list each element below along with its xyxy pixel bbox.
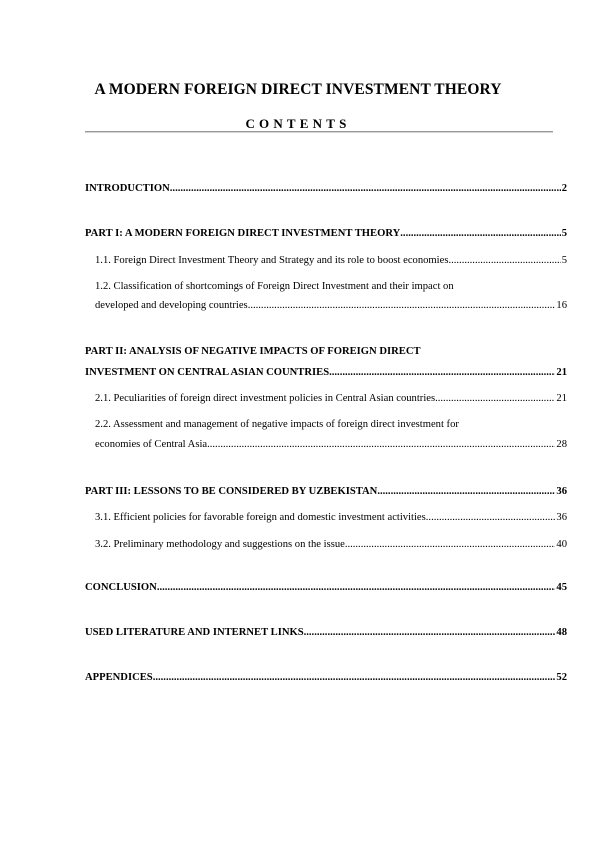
toc-entry-label: PART I: A MODERN FOREIGN DIRECT INVESTMENT THEORY [85, 228, 401, 239]
toc-entry-section-1-2-line-1[interactable]: 1.2. Classification of shortcomings of Foreign Direct Investment and their impact on [95, 281, 454, 292]
toc-entry-label: 1.1. Foreign Direct Investment Theory and Strategy and its role to boost economies [95, 255, 449, 266]
toc-entry-part-2-line-1[interactable]: PART II: ANALYSIS OF NEGATIVE IMPACTS OF FOREIGN DIRECT [85, 346, 421, 357]
toc-entry-label: economies of Central Asia [95, 439, 208, 450]
toc-page-number: 16 [556, 300, 567, 311]
toc-entry-label: 2.1. Peculiarities of foreign direct investment policies in Central Asian countries [95, 393, 436, 404]
toc-leader-dots [153, 671, 556, 685]
document-title: A MODERN FOREIGN DIRECT INVESTMENT THEORY [94, 81, 502, 98]
toc-leader-dots [448, 254, 560, 268]
toc-entry-section-3-1[interactable] [95, 511, 567, 525]
toc-page-number: 52 [556, 672, 567, 683]
toc-page-number: 5 [561, 255, 567, 266]
toc-leader-dots [248, 299, 556, 313]
toc-page-number: 45 [556, 582, 567, 593]
toc-page-number: 28 [556, 439, 567, 450]
toc-entry-label: USED LITERATURE AND INTERNET LINKS [85, 627, 304, 638]
toc-leader-dots [170, 182, 561, 196]
toc-entry-label: 3.1. Efficient policies for favorable foreign and domestic investment activities [95, 512, 426, 523]
toc-page-number: 21 [556, 367, 567, 378]
toc-entry-section-1-1[interactable] [95, 254, 567, 268]
toc-entry-label: APPENDICES [85, 672, 153, 683]
toc-entry-appendices[interactable] [85, 671, 567, 685]
toc-entry-label: 3.2. Preliminary methodology and suggestions on the issue [95, 539, 345, 550]
toc-leader-dots [207, 438, 555, 452]
toc-entry-part-2[interactable] [85, 366, 567, 380]
toc-leader-dots [377, 485, 555, 499]
toc-entry-label: INTRODUCTION [85, 183, 170, 194]
toc-entry-introduction[interactable] [85, 182, 567, 196]
toc-entry-section-2-1[interactable] [95, 392, 567, 406]
toc-entry-part-3[interactable] [85, 485, 567, 499]
toc-entry-section-2-2[interactable] [95, 438, 567, 452]
toc-entry-part-1[interactable] [85, 227, 567, 241]
toc-entry-section-2-2-line-1[interactable]: 2.2. Assessment and management of negative impacts of foreign direct investment for [95, 419, 459, 430]
toc-page-number: 48 [556, 627, 567, 638]
toc-page-number: 5 [561, 228, 567, 239]
toc-entry-label: PART III: LESSONS TO BE CONSIDERED BY UZBEKISTAN [85, 486, 378, 497]
toc-leader-dots [329, 366, 555, 380]
toc-page-number: 36 [556, 512, 567, 523]
toc-leader-dots [426, 511, 556, 525]
toc-entry-literature[interactable] [85, 626, 567, 640]
toc-entry-section-1-2[interactable] [95, 299, 567, 313]
toc-page-number: 36 [556, 486, 567, 497]
toc-entry-label: CONCLUSION [85, 582, 157, 593]
toc-entry-label: developed and developing countries [95, 300, 248, 311]
toc-leader-dots [345, 538, 556, 552]
toc-page-number: 2 [561, 183, 567, 194]
toc-entry-conclusion[interactable] [85, 581, 567, 595]
toc-leader-dots [157, 581, 556, 595]
toc-leader-dots [304, 626, 556, 640]
toc-leader-dots [435, 392, 555, 406]
contents-heading: CONTENTS [245, 116, 351, 131]
toc-entry-section-3-2[interactable] [95, 538, 567, 552]
toc-page-number: 40 [556, 539, 567, 550]
toc-page-number: 21 [556, 393, 567, 404]
toc-leader-dots [400, 227, 560, 241]
toc-entry-label: INVESTMENT ON CENTRAL ASIAN COUNTRIES [85, 367, 330, 378]
